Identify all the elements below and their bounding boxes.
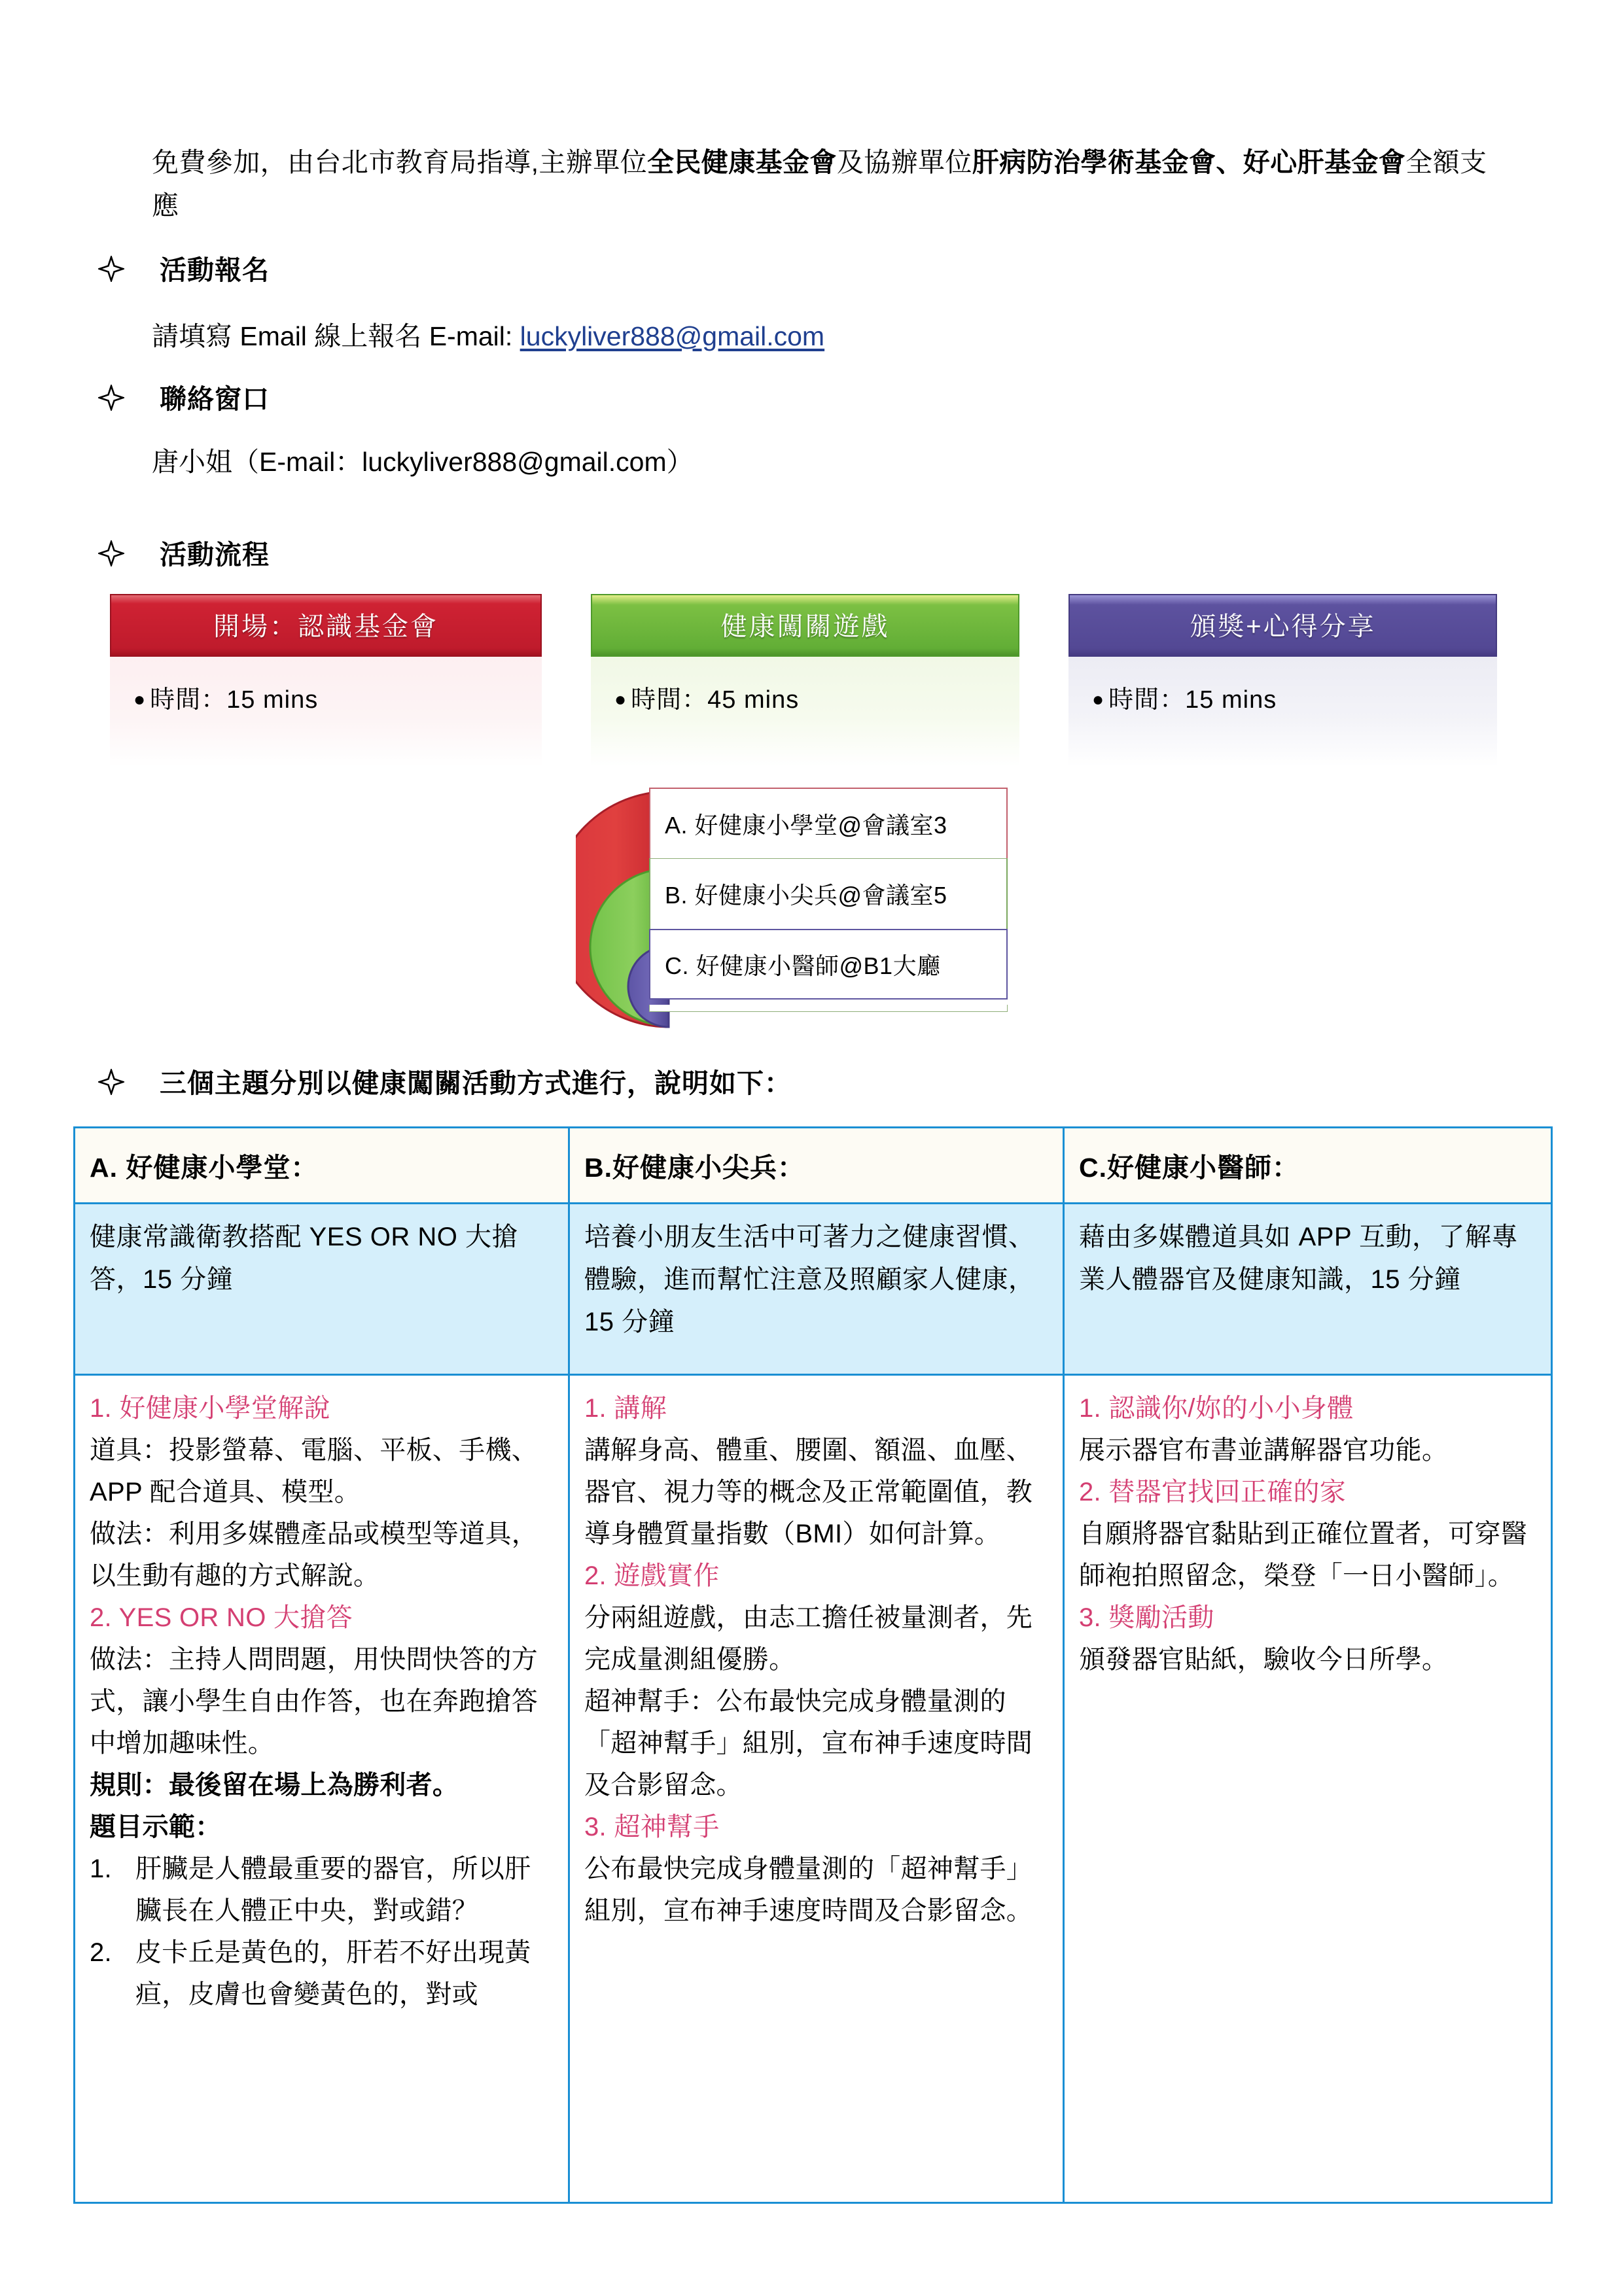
table-desc-c: 藉由多媒體道具如 APP 互動，了解專業人體器官及健康知識，15 分鐘 <box>1064 1204 1552 1375</box>
col-b-item1-title: 講解 <box>614 1394 667 1423</box>
col-c-item3-heading <box>1079 1597 1536 1639</box>
col-a-item1-p2: 做法：利用多媒體產品或模型等道具，以生動有趣的方式解說。 <box>90 1520 538 1590</box>
signup-email-line <box>152 317 824 357</box>
flow-card-body <box>110 657 542 767</box>
col-c-item3-p1: 頒發器官貼紙，驗收今日所學。 <box>1079 1645 1449 1674</box>
flow-card-awards <box>1068 594 1497 769</box>
col-a-item1-heading <box>90 1387 554 1429</box>
signup-email-prefix: 請填寫 Email 線上報名 E-mail: <box>152 321 520 351</box>
section-heading-themes <box>98 1065 792 1102</box>
flow-card-title: 健康闖關遊戲 <box>591 594 1019 657</box>
col-c-item2-num: 2. <box>1079 1478 1101 1506</box>
col-c-item1-num: 1. <box>1079 1394 1101 1423</box>
table-detail-c <box>1064 1375 1552 2203</box>
flow-card-title: 開場：認識基金會 <box>110 594 542 657</box>
section-heading-signup-label: 活動報名 <box>160 255 270 285</box>
themes-table <box>73 1126 1553 2204</box>
table-header-row <box>75 1128 1552 1204</box>
flow-time-label: 時間： <box>631 686 708 714</box>
col-b-item1-num: 1. <box>584 1394 607 1423</box>
intro-text-c: 及協辦單位 <box>836 147 972 177</box>
section-heading-flow-label: 活動流程 <box>160 540 270 570</box>
nested-arcs-diagram <box>576 777 1008 1039</box>
intro-text-e: 全額支應 <box>152 147 1487 221</box>
intro-org-co: 肝病防治學術基金會、好心肝基金會 <box>972 147 1406 177</box>
section-heading-contact <box>98 381 270 418</box>
intro-text-a: 免費參加，由台北市教育局指導,主辦單位 <box>152 147 647 177</box>
section-heading-flow <box>98 536 270 574</box>
flow-card-body <box>1068 657 1497 767</box>
table-detail-row <box>75 1375 1552 2203</box>
col-c-item2-heading <box>1079 1471 1536 1513</box>
diamond-bullet-icon <box>98 256 124 282</box>
bullet-dot-icon: ● <box>133 689 147 710</box>
sample-2-text: 皮卡丘是黃色的，肝若不好出現黃疸，皮膚也會變黃色的，對或 <box>135 1938 531 2009</box>
col-a-item1-title: 好健康小學堂解說 <box>119 1394 330 1423</box>
col-b-item3-p1: 公布最快完成身體量測的「超神幫手」組別，宣布神手速度時間及合影留念。 <box>584 1854 1033 1925</box>
table-desc-b: 培養小朋友生活中可著力之健康習慣、體驗，進而幫忙注意及照顧家人健康，15 分鐘 <box>569 1204 1064 1375</box>
col-b-item2-p1: 分兩組遊戲，由志工擔任被量測者，先完成量測組優勝。 <box>584 1603 1033 1674</box>
flow-card-body <box>591 657 1019 767</box>
bullet-dot-icon: ● <box>1092 689 1105 710</box>
sample-1-text: 肝臟是人體最重要的器官，所以肝臟長在人體正中央，對或錯？ <box>135 1854 531 1925</box>
table-header-c: C.好健康小醫師： <box>1064 1128 1552 1204</box>
col-a-item2-heading <box>90 1597 554 1639</box>
col-c-item1-p1: 展示器官布書並講解器官功能。 <box>1079 1436 1449 1465</box>
contact-person-line: 唐小姐（E-mail：luckyliver888@gmail.com） <box>152 447 694 477</box>
arc-label-c[interactable]: C. 好健康小醫師@B1大廳 <box>649 929 1008 1000</box>
col-a-item2-title: YES OR NO 大搶答 <box>118 1603 353 1632</box>
col-c-item2-title: 替器官找回正確的家 <box>1108 1478 1347 1506</box>
flow-card-title: 頒獎+心得分享 <box>1068 594 1497 657</box>
table-header-a: A. 好健康小學堂： <box>75 1128 569 1204</box>
col-b-item3-title: 超神幫手 <box>614 1813 720 1841</box>
col-a-item1-p1: 道具：投影螢幕、電腦、平板、手機、APP 配合道具、模型。 <box>90 1436 538 1506</box>
sample-2-num: 2. <box>90 1938 112 1967</box>
section-heading-contact-label: 聯絡窗口 <box>160 384 270 414</box>
col-b-item1-heading <box>584 1387 1048 1429</box>
col-c-item2-p1: 自願將器官黏貼到正確位置者，可穿醫師袍拍照留念，榮登「一日小醫師」。 <box>1079 1520 1528 1590</box>
section-heading-signup <box>98 252 270 289</box>
col-a-item2-num: 2. <box>90 1603 112 1632</box>
arc-label-b[interactable]: B. 好健康小尖兵@會議室5 <box>649 858 1008 929</box>
flow-time-value: 45 mins <box>707 686 800 714</box>
bullet-dot-icon: ● <box>614 689 627 710</box>
col-c-item3-title: 獎勵活動 <box>1108 1603 1214 1632</box>
col-b-item2-num: 2. <box>584 1561 607 1590</box>
col-c-item1-heading <box>1079 1387 1536 1429</box>
col-b-item1-p1: 講解身高、體重、腰圍、額溫、血壓、器官、視力等的概念及正常範圍值，教導身體質量指數（BMI）如何計算。 <box>584 1436 1033 1548</box>
diamond-bullet-icon <box>98 1069 124 1095</box>
diamond-bullet-icon <box>98 385 124 411</box>
arc-label-a[interactable]: A. 好健康小學堂@會議室3 <box>649 788 1008 858</box>
col-c-item1-title: 認識你/妳的小小身體 <box>1108 1394 1354 1423</box>
col-a-item2-rule: 規則：最後留在場上為勝利者。 <box>90 1771 459 1800</box>
table-header-b: B.好健康小尖兵： <box>569 1128 1064 1204</box>
col-c-item3-num: 3. <box>1079 1603 1101 1632</box>
diamond-bullet-icon <box>98 540 124 566</box>
activity-flow-diagram <box>110 594 1523 769</box>
col-b-item3-num: 3. <box>584 1813 607 1841</box>
signup-email-link[interactable]: luckyliver888@gmail.com <box>520 321 825 351</box>
col-a-sample-list <box>90 1848 554 2015</box>
flow-time-label: 時間： <box>1108 686 1186 714</box>
table-detail-b <box>569 1375 1064 2203</box>
intro-paragraph <box>152 141 1493 228</box>
list-item <box>90 1932 554 2015</box>
col-b-item2-title: 遊戲實作 <box>614 1561 720 1590</box>
list-item <box>90 1848 554 1932</box>
col-b-item2-heading <box>584 1555 1048 1597</box>
table-desc-a: 健康常識衛教搭配 YES OR NO 大搶答，15 分鐘 <box>75 1204 569 1375</box>
table-description-row <box>75 1204 1552 1375</box>
flow-card-opening <box>110 594 542 769</box>
arc-labels-list <box>649 788 1008 1026</box>
arc-footer-rule <box>649 1005 1008 1012</box>
col-a-sample-label: 題目示範： <box>90 1813 222 1841</box>
flow-time-value: 15 mins <box>226 686 319 714</box>
col-a-item2-p1: 做法：主持人問問題，用快問快答的方式，讓小學生自由作答，也在奔跑搶答中增加趣味性。 <box>90 1645 538 1758</box>
flow-card-games <box>591 594 1019 769</box>
flow-time-value: 15 mins <box>1185 686 1277 714</box>
col-b-item2-p2: 超神幫手：公布最快完成身體量測的「超神幫手」組別，宣布神手速度時間及合影留念。 <box>584 1687 1033 1800</box>
col-b-item3-heading <box>584 1806 1048 1848</box>
intro-org-main: 全民健康基金會 <box>647 147 837 177</box>
section-heading-themes-label: 三個主題分別以健康闖關活動方式進行，說明如下： <box>160 1068 792 1098</box>
col-a-item1-num: 1. <box>90 1394 112 1423</box>
sample-1-num: 1. <box>90 1854 112 1883</box>
flow-time-label: 時間： <box>150 686 227 714</box>
table-detail-a <box>75 1375 569 2203</box>
